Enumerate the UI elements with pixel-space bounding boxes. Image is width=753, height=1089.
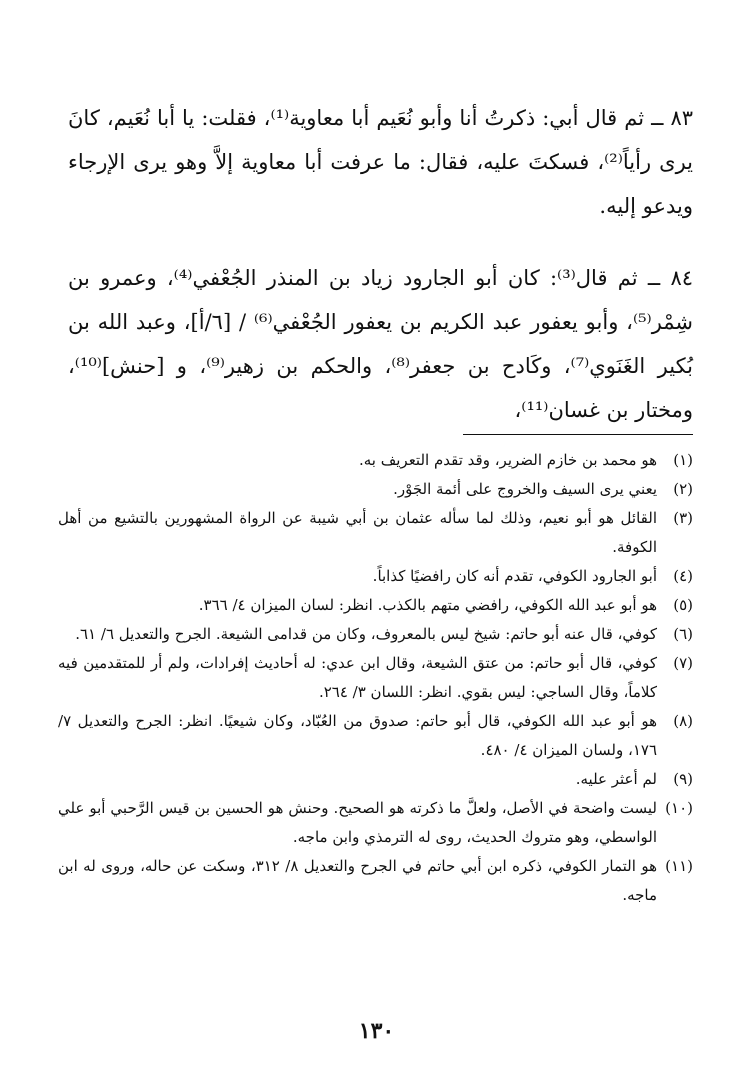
footnote bbox=[58, 649, 693, 707]
page-number: ١٣٠ bbox=[358, 1018, 395, 1044]
footnote-text: هو التمار الكوفي، ذكره ابن أبي حاتم في الجرح والتعديل ٨/ ٣١٢، وسكت عن حاله، وروى له ابن ماجه. bbox=[58, 857, 657, 904]
footnote bbox=[58, 707, 693, 765]
footnote-number: (٤) bbox=[673, 567, 693, 585]
footnote-number: (٥) bbox=[673, 596, 693, 614]
footnote-number: (٩) bbox=[673, 770, 693, 788]
footnote-text: هو أبو عبد الله الكوفي، رافضي متهم بالكذب. انظر: لسان الميزان ٤/ ٣٦٦. bbox=[198, 596, 657, 614]
footnote bbox=[58, 620, 693, 649]
footnote bbox=[58, 852, 693, 910]
footnote-number: (٦) bbox=[673, 625, 693, 643]
footnote-text: كوفي، قال عنه أبو حاتم: شيخ ليس بالمعروف، وكان من قدامى الشيعة. الجرح والتعديل ٦/ ٦١. bbox=[75, 625, 657, 643]
footnote-number: (١٠) bbox=[665, 799, 693, 817]
paragraph-84 bbox=[68, 256, 693, 432]
footnote bbox=[58, 794, 693, 852]
footnote-text: لم أعثر عليه. bbox=[575, 770, 657, 788]
footnote-number: (٨) bbox=[673, 712, 693, 730]
footnote bbox=[58, 504, 693, 562]
footnote-text: أبو الجارود الكوفي، تقدم أنه كان رافضيًا كذاباً. bbox=[372, 567, 657, 585]
footnote-text: هو محمد بن خازم الضرير، وقد تقدم التعريف به. bbox=[358, 451, 657, 469]
paragraph-text: ٨٣ ــ ثم قال أبي: ذكرتُ أنا وأبو نُعَيم أبا معاوية⁽¹⁾، فقلت: يا أبا نُعَيم، كانَ يرى رأياً⁽²⁾، فسكتَ عليه، فقال: ما عرفت أبا معاوية إلاَّ وهو يرى الإرجاء ويدعو إليه. bbox=[68, 106, 694, 218]
footnote-text: كوفي، قال أبو حاتم: من عتق الشيعة، وقال ابن عدي: له أحاديث إفرادات، ولم أر للمتقدمين فيه كلاماً، وقال الساجي: ليس بقوي. انظر: اللسان ٣/ ٢٦٤. bbox=[58, 654, 657, 701]
footnote-text: ليست واضحة في الأصل، ولعلَّ ما ذكرته هو الصحيح. وحنش هو الحسين بن قيس الرَّحبي أبو علي الواسطي، وهو متروك الحديث، روى له الترمذي وابن ماجه. bbox=[58, 799, 657, 846]
footnote-number: (١١) bbox=[665, 857, 693, 875]
footnote-number: (٧) bbox=[673, 654, 693, 672]
footnote-number: (١) bbox=[673, 451, 693, 469]
footnote-text: القائل هو أبو نعيم، وذلك لما سأله عثمان بن أبي شيبة عن الرواة المشهورين بالتشيع من أهل الكوفة. bbox=[58, 509, 657, 556]
footnote bbox=[58, 765, 693, 794]
paragraph-text: ٨٤ ــ ثم قال⁽³⁾: كان أبو الجارود زياد بن المنذر الجُعْفي⁽⁴⁾، وعمرو بن شِمْر⁽⁵⁾، وأبو يعفور عبد الكريم بن يعفور الجُعْفي⁽⁶⁾ / [٦/أ]، وعبد الله بن بُكير الغَنَوي⁽⁷⁾، وكَادح بن جعفر⁽⁸⁾، والحكم بن زهير⁽⁹⁾، و [حنش]⁽¹⁰⁾، ومختار بن غسان⁽¹¹⁾، bbox=[68, 266, 694, 422]
footnote bbox=[58, 591, 693, 620]
footnote-number: (٣) bbox=[673, 509, 693, 527]
footnote bbox=[58, 475, 693, 504]
footnotes bbox=[58, 446, 693, 910]
footnote-number: (٢) bbox=[673, 480, 693, 498]
footnote bbox=[58, 446, 693, 475]
footnote-text: يعني يرى السيف والخروج على أئمة الجَوْر. bbox=[393, 480, 657, 498]
footnote-separator bbox=[463, 434, 693, 435]
footnote bbox=[58, 562, 693, 591]
paragraph-83 bbox=[68, 96, 693, 228]
footnote-text: هو أبو عبد الله الكوفي، قال أبو حاتم: صدوق من العُبّاد، وكان شيعيًا. انظر: الجرح والتعديل ٧/ ١٧٦، ولسان الميزان ٤/ ٤٨٠. bbox=[58, 712, 657, 759]
